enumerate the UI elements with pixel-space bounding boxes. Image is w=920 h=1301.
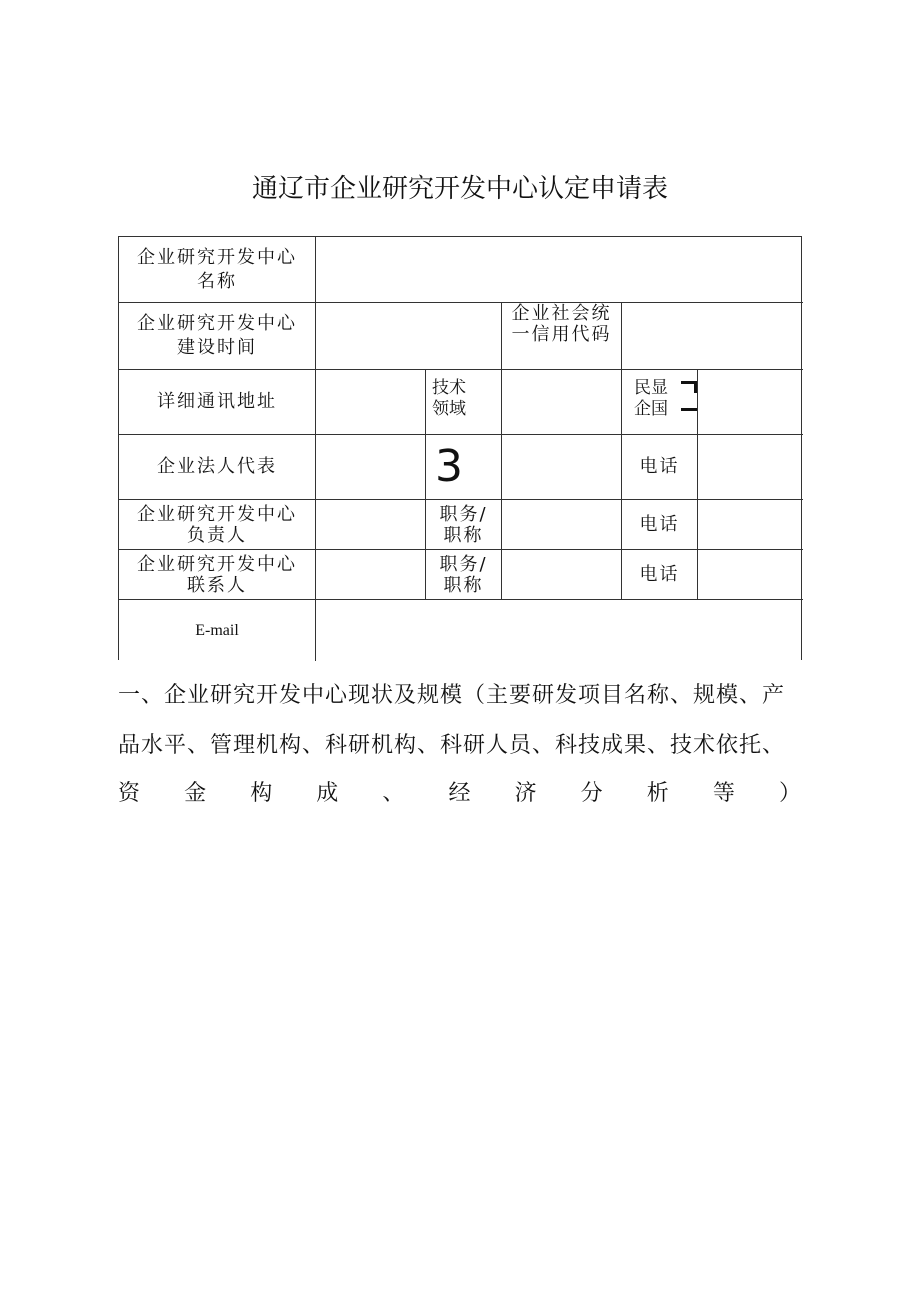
head-phone-field[interactable] — [698, 500, 803, 549]
checkbox-mark-icon — [681, 408, 697, 411]
credit-code-label: 企业社会统 一信用代码 — [511, 303, 612, 345]
head-label: 企业研究开发中心 负责人 — [137, 503, 297, 546]
contact-position-label: 职务/ 职称 — [439, 553, 488, 596]
credit-code-field[interactable] — [622, 303, 803, 369]
contact-label: 企业研究开发中心 联系人 — [137, 553, 297, 596]
legal-rep-extra-field[interactable] — [502, 435, 621, 499]
section1-line1: 一、企业研究开发中心现状及规模（主要研发项目名称、规模、产 — [118, 683, 786, 708]
build-time-label: 企业研究开发中心 建设时间 — [137, 313, 297, 358]
center-name-label: 企业研究开发中心 名称 — [137, 246, 297, 292]
head-position-label: 职务/ 职称 — [439, 503, 488, 546]
legal-rep-mark: 3 — [435, 441, 463, 492]
application-form-table — [118, 236, 802, 660]
ownership-field[interactable] — [698, 370, 803, 434]
address-field[interactable] — [316, 370, 425, 434]
contact-phone-label: 电话 — [639, 563, 680, 585]
ownership-label: 民显 企国 — [634, 378, 668, 419]
build-time-field[interactable] — [316, 303, 501, 369]
email-label: E-mail — [195, 621, 239, 639]
checkbox-mark-icon — [694, 381, 697, 393]
legal-rep-phone-field[interactable] — [698, 435, 803, 499]
tech-field-label: 技术 领域 — [432, 378, 466, 419]
contact-position-field[interactable] — [502, 550, 621, 599]
email-field[interactable] — [316, 600, 803, 661]
head-field[interactable] — [316, 500, 425, 549]
legal-rep-label: 企业法人代表 — [157, 456, 277, 477]
section1-line2: 品水平、管理机构、科研机构、科研人员、科技成果、技术依托、 — [118, 733, 786, 758]
section1-line3: 资 金 构 成 、 经 济 分 析 等 ） — [118, 781, 802, 806]
contact-phone-field[interactable] — [698, 550, 803, 599]
legal-rep-phone-label: 电话 — [639, 456, 680, 477]
center-name-field[interactable] — [316, 237, 803, 302]
head-phone-label: 电话 — [639, 513, 680, 535]
address-label: 详细通讯地址 — [157, 391, 277, 412]
head-position-field[interactable] — [502, 500, 621, 549]
page-title: 通辽市企业研究开发中心认定申请表 — [251, 174, 668, 204]
tech-field-input[interactable] — [502, 370, 621, 434]
contact-field[interactable] — [316, 550, 425, 599]
legal-rep-field[interactable] — [316, 435, 425, 499]
